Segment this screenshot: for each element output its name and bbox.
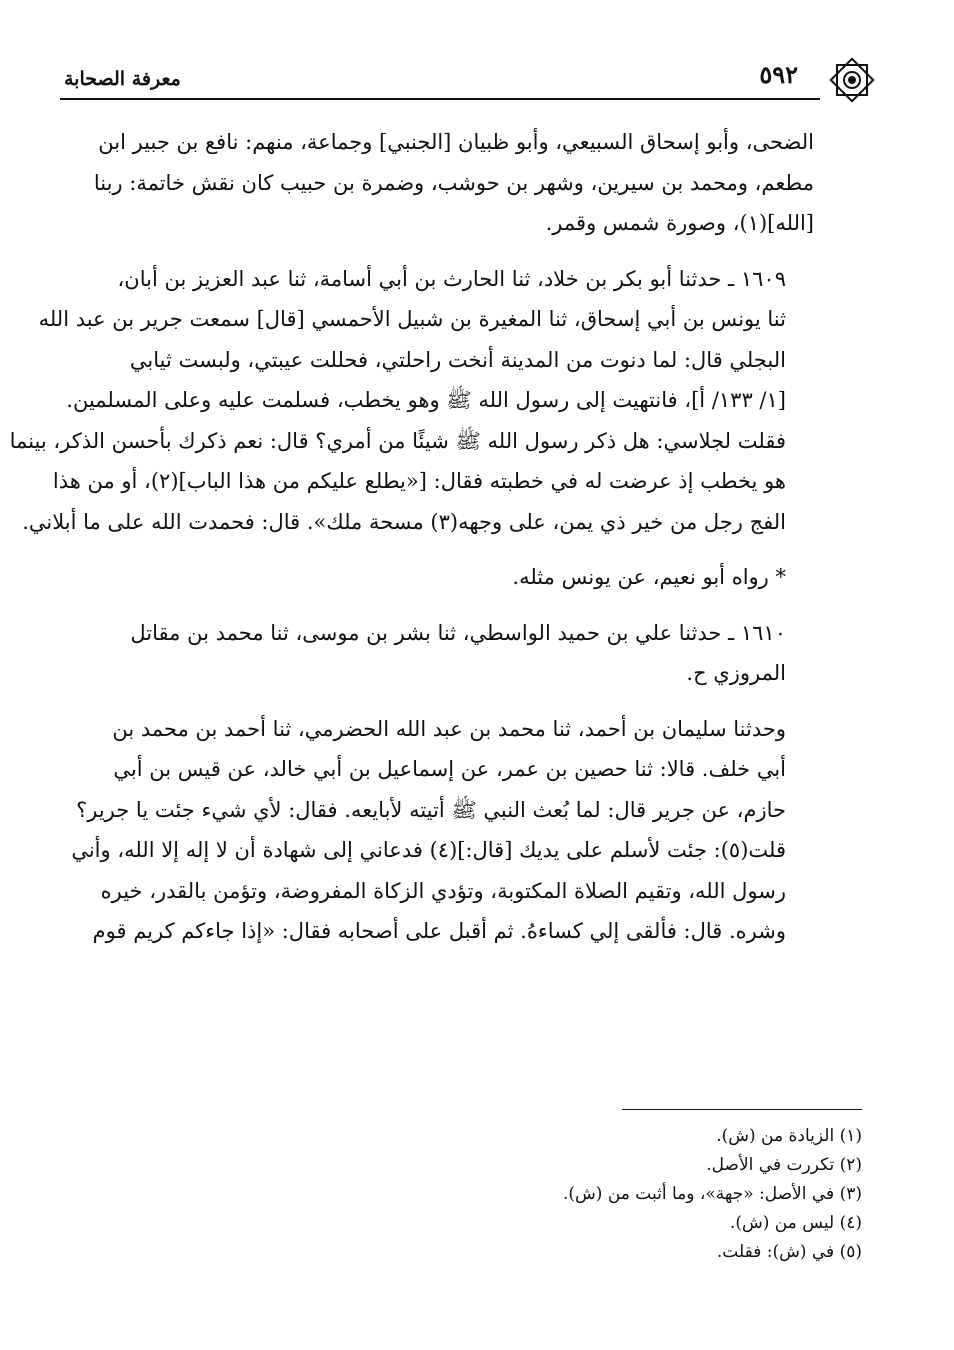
text-line: مطعم، ومحمد بن سيرين، وشهر بن حوشب، وضمرة بن حبيب كان نقش خاتمة: ربنا [93, 170, 814, 195]
text-line: [الله](١)، وصورة شمس وقمر. [545, 211, 814, 235]
footnote-divider [622, 1109, 862, 1110]
ornament-star-icon [826, 54, 878, 106]
footnote-item: (١) الزيادة من (ش). [716, 1126, 862, 1146]
page-number: ٥٩٢ [759, 60, 798, 89]
text-line: قلت(٥): جئت لأسلم على يديك [قال:](٤) فدعاني إلى شهادة أن لا إله إلا الله، وأني [71, 838, 786, 862]
text-line: حازم، عن جرير قال: لما بُعث النبي ﷺ أتيته لأبايعه. فقال: لأي شيء جئت يا جرير؟ [76, 797, 786, 822]
text-line: * رواه أبو نعيم، عن يونس مثله. [512, 565, 786, 589]
text-line: [١/ ١٣٣/ أ]، فانتهيت إلى رسول الله ﷺ وهو يخطب، فسلمت عليه وعلى المسلمين. [66, 388, 786, 412]
footnote-item: (٢) تكررت في الأصل. [706, 1155, 862, 1175]
footnotes [262, 1122, 862, 1267]
page-header [60, 54, 880, 106]
main-text [9, 122, 814, 967]
footnote-item: (٥) في (ش): فقلت. [716, 1242, 862, 1262]
running-title: معرفة الصحابة [64, 68, 181, 90]
text-line: المروزي ح. [686, 661, 786, 685]
text-line: رسول الله، وتقيم الصلاة المكتوبة، وتؤدي الزكاة المفروضة، وتؤمن بالقدر، خيره [100, 878, 786, 903]
paragraph-hadith-1610 [94, 613, 814, 694]
text-line: أبي خلف. قالا: ثنا حصين بن عمر، عن إسماعيل بن أبي خالد، عن قيس بن أبي [113, 757, 786, 781]
header-rule [60, 98, 820, 100]
paragraph-hadith-1609 [9, 259, 814, 543]
text-line: ١٦١٠ ـ حدثنا علي بن حميد الواسطي، ثنا بشر بن موسى، ثنا محمد بن مقاتل [130, 620, 786, 645]
text-line: الضحى، وأبو إسحاق السبيعي، وأبو ظبيان [الجنبي] وجماعة، منهم: نافع بن جبير ابن [98, 130, 814, 154]
footnote-item: (٤) ليس من (ش). [729, 1213, 862, 1233]
paragraph-intro [94, 122, 814, 244]
text-line: الفج رجل من خير ذي يمن، على وجهه(٣) مسحة ملك». قال: فحمدت الله على ما أبلاني. [22, 509, 786, 534]
text-line: ١٦٠٩ ـ حدثنا أبو بكر بن خلاد، ثنا الحارث بن أبي أسامة، ثنا عبد العزيز بن أبان، [117, 266, 786, 291]
footnote-item: (٣) في الأصل: «جهة»، وما أثبت من (ش). [563, 1184, 862, 1204]
text-line: وشره. قال: فألقى إلي كساءهُ. ثم أقبل على أصحابه فقال: «إذا جاءكم كريم قوم [92, 919, 786, 943]
text-line: هو يخطب إذ عرضت له في خطبته فقال: [«يطلع عليكم من هذا الباب](٢)، أو من هذا [52, 469, 786, 493]
text-line: وحدثنا سليمان بن أحمد، ثنا محمد بن عبد الله الحضرمي، ثنا أحمد بن محمد بن [112, 716, 786, 741]
paragraph-chain-continuation [71, 709, 814, 952]
paragraph-narration-note [94, 557, 814, 598]
text-line: البجلي قال: لما دنوت من المدينة أنخت راحلتي، فحللت عيبتي، ولبست ثيابي [129, 347, 786, 372]
text-line: ثنا يونس بن أبي إسحاق، ثنا المغيرة بن شبيل الأحمسي [قال] سمعت جرير بن عبد الله [38, 307, 786, 331]
text-line: فقلت لجلاسي: هل ذكر رسول الله ﷺ شيئًا من أمري؟ قال: نعم ذكرك بأحسن الذكر، بينما [9, 428, 786, 453]
